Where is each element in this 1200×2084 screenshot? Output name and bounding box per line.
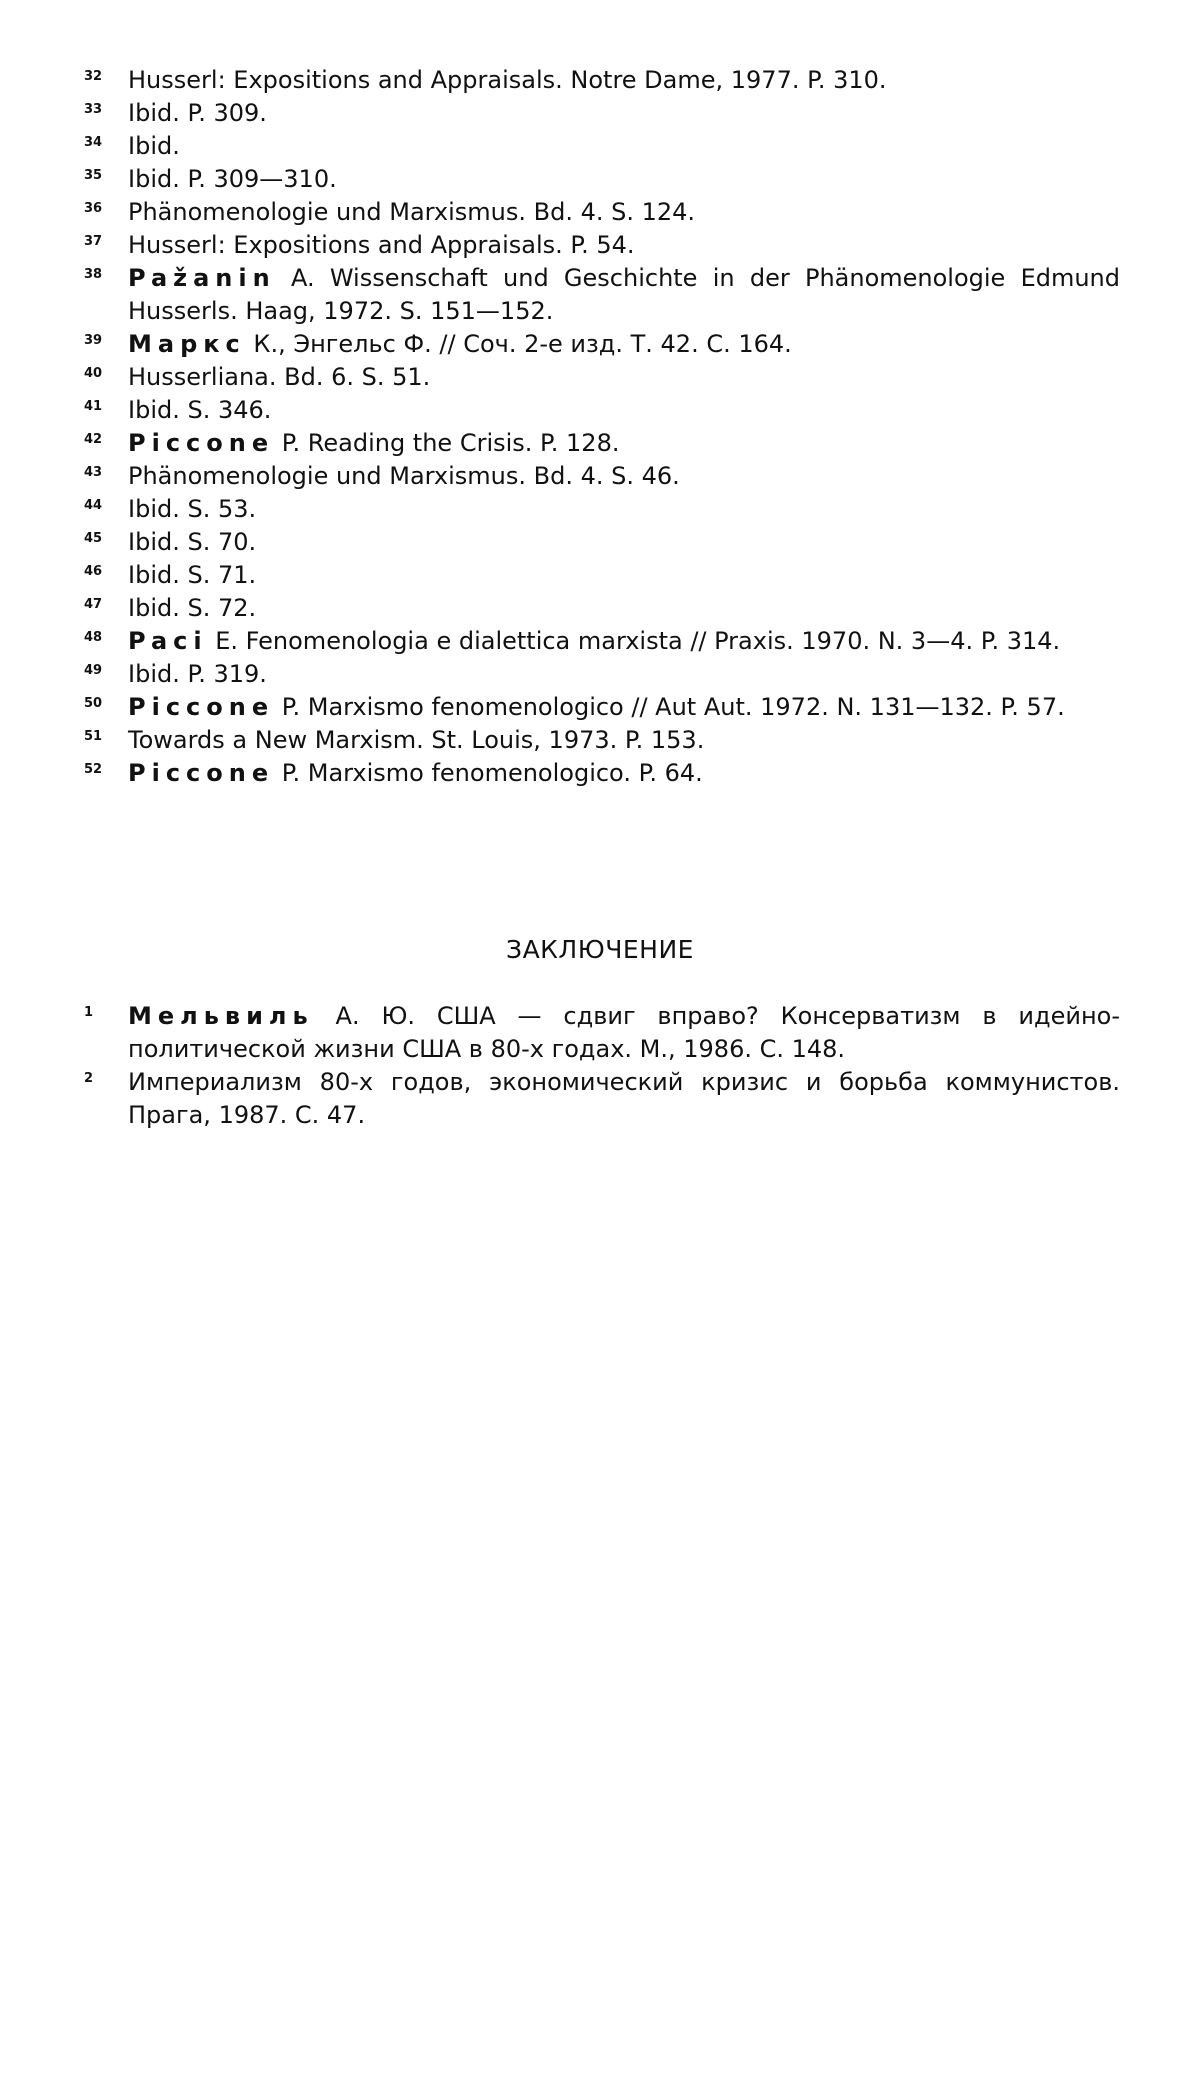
footnote-number: 43 (84, 465, 103, 480)
footnote-text: Ibid. S. 53. (128, 495, 257, 523)
footnote-number: 47 (84, 597, 103, 612)
footnote (84, 97, 1120, 130)
footnote-text: P. Marxismo fenomenologico // Aut Aut. 1972. N. 131—132. P. 57. (281, 693, 1065, 721)
footnote-text: P. Marxismo fenomenologico. P. 64. (281, 759, 703, 787)
footnote (84, 493, 1120, 526)
footnote-author: Маркс (128, 330, 246, 358)
footnote-text: Phänomenologie und Marxismus. Bd. 4. S. 46. (128, 462, 680, 490)
footnote-number: 50 (84, 696, 103, 711)
footnote (84, 757, 1120, 790)
footnote-text: К., Энгельс Ф. // Соч. 2-е изд. Т. 42. С. 164. (253, 330, 792, 358)
footnote-number: 1 (84, 1005, 94, 1020)
footnote-text: Husserl: Expositions and Appraisals. Notre Dame, 1977. P. 310. (128, 66, 887, 94)
section-heading: ЗАКЛЮЧЕНИЕ (506, 935, 694, 964)
footnote (84, 328, 1120, 361)
footnote-number: 39 (84, 333, 103, 348)
footnote (84, 427, 1120, 460)
footnote-number: 46 (84, 564, 103, 579)
footnote (84, 163, 1120, 196)
footnote-number: 51 (84, 729, 103, 744)
footnote-text: A. Wissenschaft und Geschichte in der Phänomenologie Edmund Husserls. Haag, 1972. S. 151—152. (128, 264, 1120, 325)
footnote-text: Ibid. S. 72. (128, 594, 257, 622)
footnote-number: 36 (84, 201, 103, 216)
footnote-text: Ibid. (128, 132, 180, 160)
footnote (84, 625, 1120, 658)
footnote-number: 45 (84, 531, 103, 546)
footnote-number: 41 (84, 399, 103, 414)
footnote (84, 724, 1120, 757)
footnote (84, 361, 1120, 394)
footnote (84, 394, 1120, 427)
footnote (84, 592, 1120, 625)
footnote-author: Piccone (128, 759, 275, 787)
footnote-text: Ibid. P. 319. (128, 660, 267, 688)
footnote-number: 44 (84, 498, 103, 513)
footnotes-list (84, 64, 1120, 790)
footnote-number: 37 (84, 234, 103, 249)
footnote-text: Husserliana. Bd. 6. S. 51. (128, 363, 431, 391)
footnote (84, 1000, 1120, 1066)
footnote-text: Towards a New Marxism. St. Louis, 1973. P. 153. (128, 726, 705, 754)
footnote-number: 35 (84, 168, 103, 183)
footnote-text: P. Reading the Crisis. P. 128. (281, 429, 620, 457)
footnote (84, 526, 1120, 559)
footnote-text: Phänomenologie und Marxismus. Bd. 4. S. 124. (128, 198, 696, 226)
footnote-text: Ibid. S. 70. (128, 528, 257, 556)
footnote (84, 64, 1120, 97)
footnote (84, 658, 1120, 691)
footnote-number: 49 (84, 663, 103, 678)
footnote-number: 2 (84, 1071, 94, 1086)
footnote-number: 32 (84, 69, 103, 84)
footnote-author: Мельвиль (128, 1002, 314, 1030)
footnote-text: E. Fenomenologia e dialettica marxista // Praxis. 1970. N. 3—4. P. 314. (215, 627, 1061, 655)
footnote (84, 460, 1120, 493)
footnote-text: Ibid. P. 309—310. (128, 165, 337, 193)
footnote-text: А. Ю. США — сдвиг вправо? Консерватизм в идейно-политической жизни США в 80-х годах. М., 1986. С. 148. (128, 1002, 1120, 1063)
footnote (84, 130, 1120, 163)
footnote (84, 196, 1120, 229)
footnote (84, 262, 1120, 328)
footnote-number: 42 (84, 432, 103, 447)
footnote (84, 691, 1120, 724)
footnote-author: Piccone (128, 429, 275, 457)
footnote (84, 1066, 1120, 1132)
footnote-number: 38 (84, 267, 103, 282)
footnote (84, 559, 1120, 592)
footnote-author: Pažanin (128, 264, 276, 292)
footnote-number: 40 (84, 366, 103, 381)
footnote-text: Husserl: Expositions and Appraisals. P. 54. (128, 231, 635, 259)
footnote (84, 229, 1120, 262)
footnote-text: Империализм 80-х годов, экономический кризис и борьба коммунистов. Прага, 1987. С. 47. (128, 1068, 1120, 1129)
footnote-text: Ibid. S. 71. (128, 561, 257, 589)
footnote-author: Piccone (128, 693, 275, 721)
footnote-text: Ibid. S. 346. (128, 396, 272, 424)
footnote-number: 52 (84, 762, 103, 777)
footnote-text: Ibid. P. 309. (128, 99, 267, 127)
conclusion-notes-list (84, 1000, 1120, 1132)
footnote-number: 33 (84, 102, 103, 117)
footnote-author: Paci (128, 627, 208, 655)
footnote-number: 34 (84, 135, 103, 150)
footnote-number: 48 (84, 630, 103, 645)
